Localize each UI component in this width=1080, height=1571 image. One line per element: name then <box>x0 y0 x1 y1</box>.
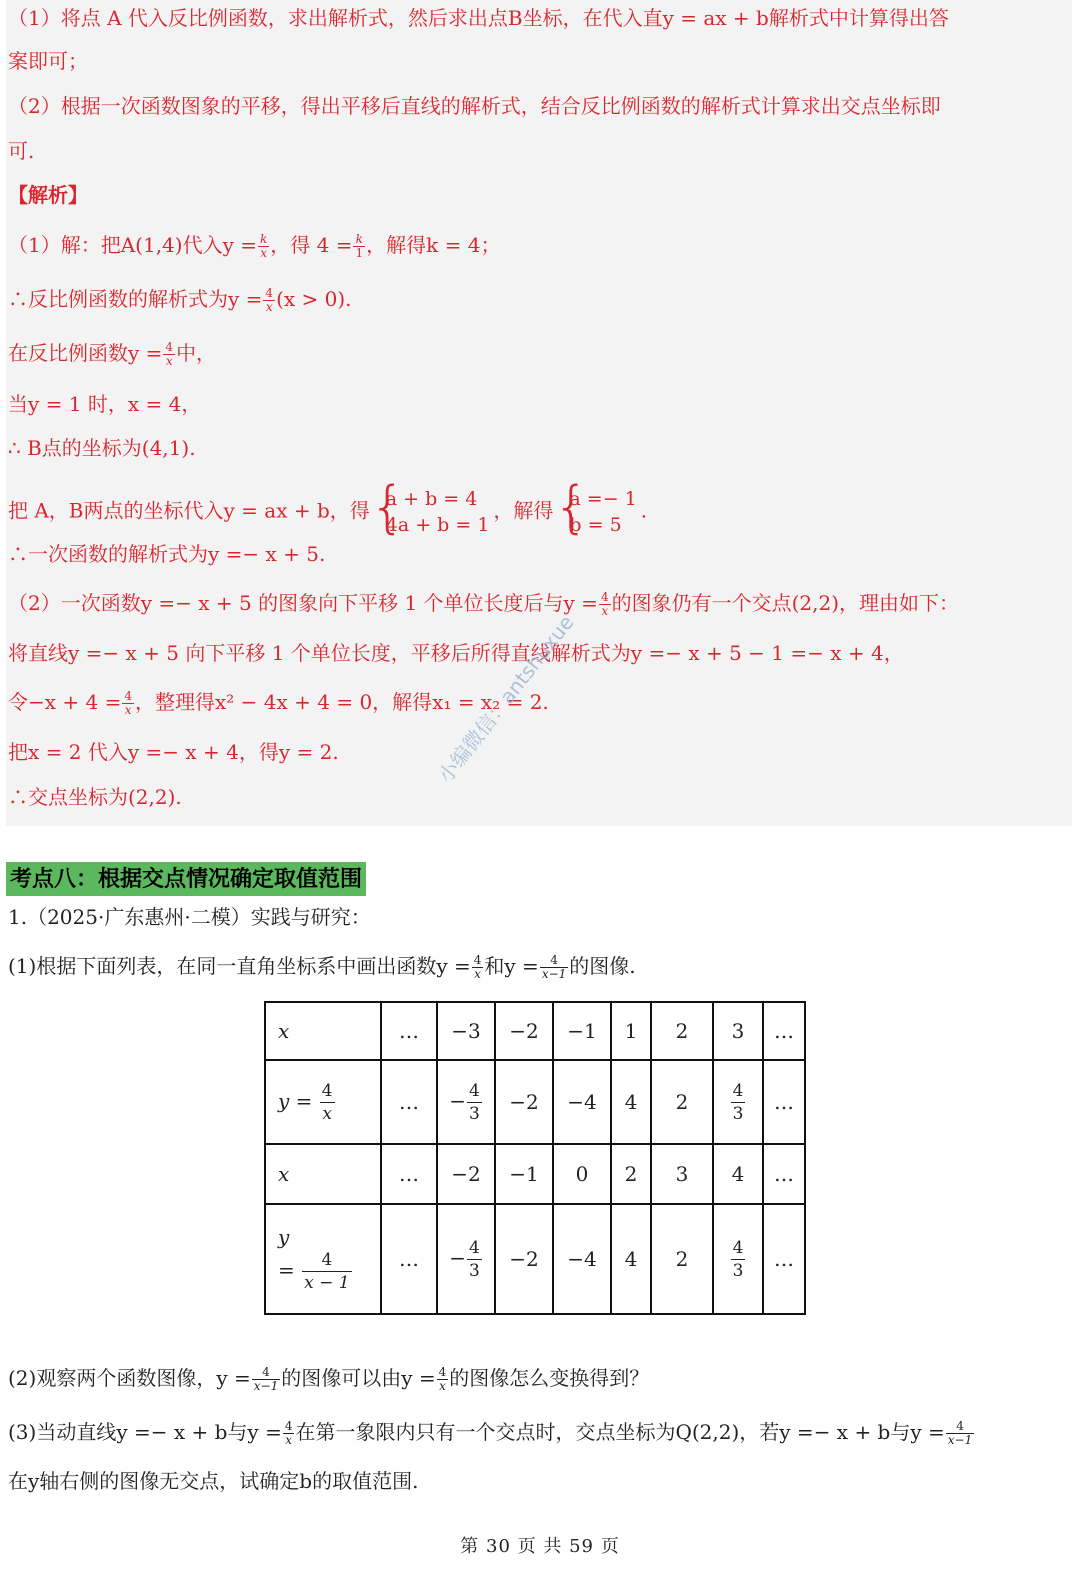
solution-line-6: 把 A，B两点的坐标代入y = ax + b，得 { a + b = 4 4a + b = 1 ，解得 { a =− 1 b = 5 . <box>8 486 647 538</box>
table-row <box>265 1002 805 1060</box>
table-cell: 2 <box>651 1204 713 1314</box>
table-cell: 1 <box>611 1002 651 1060</box>
table-cell: 2 <box>651 1060 713 1144</box>
table-cell: − $\frac{4}{3}$ <box>437 1060 495 1144</box>
table-cell: −4 <box>553 1204 611 1314</box>
solution-line-8: （2）一次函数y =− x + 5 的图象向下平移 1 个单位长度后与y = $\frac{4}{x}$ 的图象仍有一个交点(2,2)，理由如下： <box>8 590 960 618</box>
solution-line-1: （1）解：把A(1,4)代入y = $\frac{k}{x}$ ，得 4 = $\frac{k}{1}$ ，解得k = 4； <box>8 232 501 260</box>
analysis-line-2b: 可. <box>8 139 35 163</box>
table-cell: … <box>763 1204 805 1314</box>
table-row <box>265 1060 805 1144</box>
solution-line-5: ∴ B点的坐标为(4,1). <box>8 436 196 460</box>
section-title: 考点八：根据交点情况确定取值范围 <box>6 862 366 896</box>
table-cell: 0 <box>553 1144 611 1204</box>
fraction-4-over-x: $\frac{4}{x}$ <box>284 1419 293 1447</box>
watermark: 小编微信：antshuxue <box>433 610 579 788</box>
equation-system-2: { a =− 1 b = 5 <box>557 486 636 538</box>
table-cell: −1 <box>495 1144 553 1204</box>
page-footer: 第 30 页 共 59 页 <box>460 1536 620 1557</box>
fraction-4-over-3: $\frac{4}{3}$ <box>732 1237 744 1281</box>
table-cell: … <box>763 1060 805 1144</box>
table-cell: … <box>381 1204 437 1314</box>
table-cell: 4 <box>713 1144 763 1204</box>
solution-line-9: 将直线y =− x + 5 向下平移 1 个单位长度，平移后所得直线解析式为y =− x + 5 − 1 =− x + 4， <box>8 641 904 665</box>
table-cell: − $\frac{4}{3}$ <box>437 1204 495 1314</box>
fraction-4-over-x-minus-1: $\frac{4}{x-1}$ <box>541 953 567 981</box>
table-row <box>265 1144 805 1204</box>
table-cell <box>713 1060 763 1144</box>
fraction-k-over-1: $\frac{k}{1}$ <box>355 232 364 260</box>
question-1: (1)根据下面列表，在同一直角坐标系中画出函数y = $\frac{4}{x}$ 和y = $\frac{4}{x-1}$ 的图像. <box>8 953 636 981</box>
table-cell: −2 <box>495 1204 553 1314</box>
analysis-line-1: （1）将点 A 代入反比例函数，求出解析式，然后求出点B坐标，在代入直y = ax + b解析式中计算得出答 <box>8 6 949 30</box>
table-cell: −2 <box>495 1060 553 1144</box>
table-cell: 2 <box>611 1144 651 1204</box>
fraction-4-over-x: $\frac{4}{x}$ <box>165 340 174 368</box>
problem-intro: 1.（2025·广东惠州·二模）实践与研究： <box>8 905 371 929</box>
table-cell: −2 <box>495 1002 553 1060</box>
jiexi-label: 【解析】 <box>8 183 88 207</box>
question-2: (2)观察两个函数图像，y = $\frac{4}{x-1}$ 的图像可以由y = $\frac{4}{x}$ 的图像怎么变换得到？ <box>8 1365 650 1393</box>
table-row <box>265 1204 805 1314</box>
fraction-4-over-x: $\frac{4}{x}$ <box>438 1365 447 1393</box>
table-cell: … <box>763 1002 805 1060</box>
table-cell: −4 <box>553 1060 611 1144</box>
table-cell: 2 <box>651 1002 713 1060</box>
table-cell <box>713 1204 763 1314</box>
value-table <box>264 1001 806 1315</box>
fraction-4-over-x: $\frac{4}{x}$ <box>265 286 274 314</box>
question-3: (3)当动直线y =− x + b与y = $\frac{4}{x}$ 在第一象限内只有一个交点时，交点坐标为Q(2,2)，若y =− x + b与y = $\frac{4}{x-1}$ <box>8 1419 973 1447</box>
table-cell: … <box>381 1144 437 1204</box>
table-cell: −3 <box>437 1002 495 1060</box>
equation-system-1: { a + b = 4 4a + b = 1 <box>374 486 490 538</box>
fraction-4-over-x: $\frac{4}{x}$ <box>600 590 609 618</box>
table-row-label: y = $\frac{4}{x - 1}$ <box>265 1204 381 1314</box>
solution-line-12: ∴交点坐标为(2,2). <box>8 785 182 809</box>
fraction-4-over-x-minus-1: $\frac{4}{x-1}$ <box>947 1419 973 1447</box>
table-row-label: x <box>265 1144 381 1204</box>
fraction-4-over-x-minus-1: $\frac{4}{x-1}$ <box>253 1365 279 1393</box>
analysis-line-2: （2）根据一次函数图象的平移，得出平移后直线的解析式，结合反比例函数的解析式计算求出交点坐标即 <box>8 94 941 118</box>
table-cell: −2 <box>437 1144 495 1204</box>
table-cell: … <box>381 1060 437 1144</box>
fraction-4-over-3: $\frac{4}{3}$ <box>468 1237 480 1281</box>
table-cell: 3 <box>713 1002 763 1060</box>
fraction-4-over-x: $\frac{4}{x}$ <box>124 689 132 717</box>
table-cell: … <box>763 1144 805 1204</box>
solution-line-11: 把x = 2 代入y =− x + 4，得y = 2. <box>8 740 339 764</box>
fraction-4-over-x: $\frac{4}{x}$ <box>473 953 482 981</box>
table-row-label: y = $\frac{4}{x}$ <box>265 1060 381 1144</box>
solution-line-10: 令−x + 4 = $\frac{4}{x}$ ，整理得x² − 4x + 4 = 0，解得x₁ = x₂ = 2. <box>8 689 549 717</box>
fraction-4-over-x: $\frac{4}{x}$ <box>321 1080 333 1124</box>
table-cell: −1 <box>553 1002 611 1060</box>
table-row-label: x <box>265 1002 381 1060</box>
solution-line-2: ∴反比例函数的解析式为y = $\frac{4}{x}$ (x > 0). <box>8 286 352 314</box>
fraction-4-over-3: $\frac{4}{3}$ <box>732 1080 744 1124</box>
solution-line-3: 在反比例函数y = $\frac{4}{x}$ 中， <box>8 340 217 368</box>
fraction-k-over-x: $\frac{k}{x}$ <box>260 232 268 260</box>
fraction-4-over-x-minus-1: $\frac{4}{x - 1}$ <box>304 1249 350 1293</box>
table-cell: … <box>381 1002 437 1060</box>
fraction-4-over-3: $\frac{4}{3}$ <box>468 1080 480 1124</box>
table-cell: 4 <box>611 1060 651 1144</box>
question-3-cont: 在y轴右侧的图像无交点，试确定b的取值范围. <box>8 1469 419 1493</box>
table-cell: 3 <box>651 1144 713 1204</box>
solution-line-4: 当y = 1 时，x = 4， <box>8 392 202 416</box>
analysis-line-1b: 案即可； <box>8 49 88 73</box>
table-cell: 4 <box>611 1204 651 1314</box>
solution-line-7: ∴一次函数的解析式为y =− x + 5. <box>8 542 326 566</box>
